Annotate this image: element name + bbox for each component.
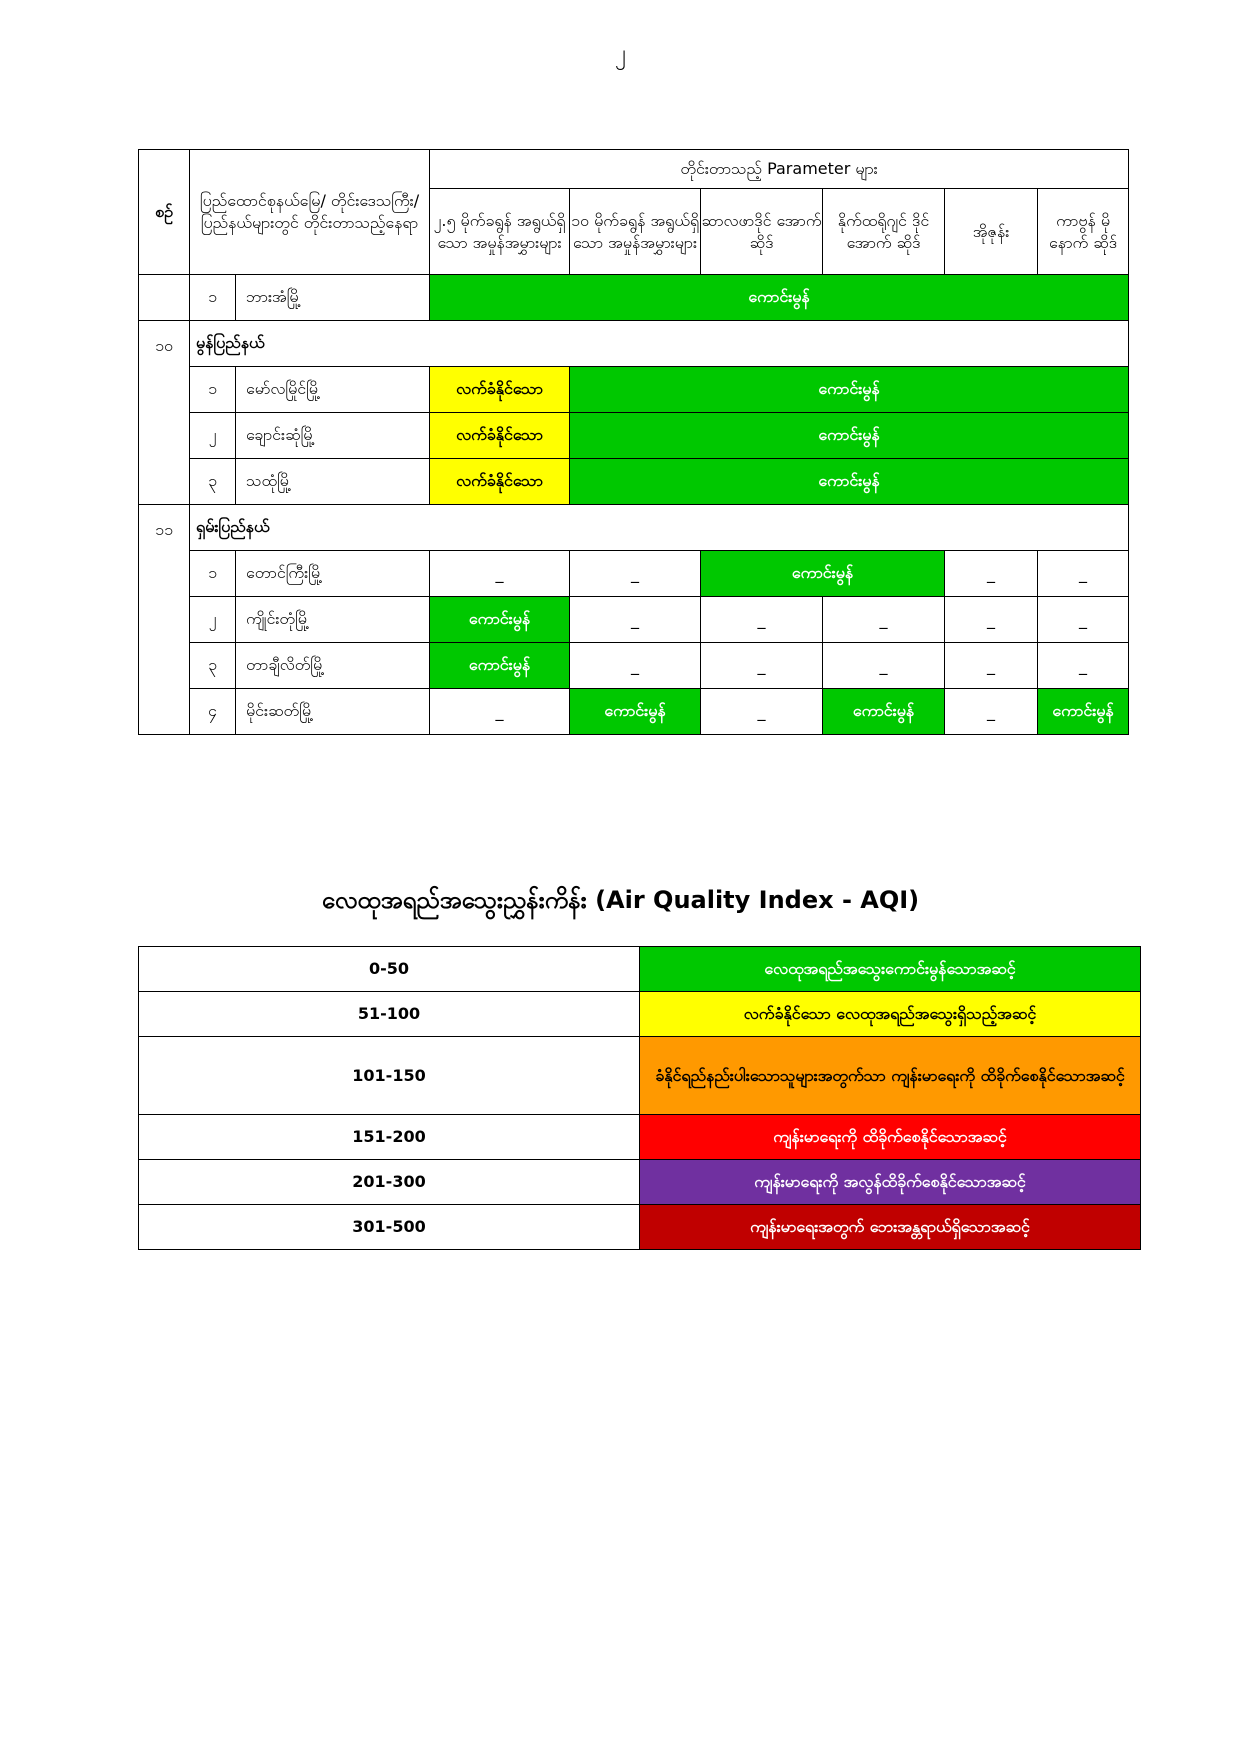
no-data: _	[1038, 643, 1129, 689]
status-good: ကောင်းမွန်	[1038, 689, 1129, 735]
header-so2: ဆာလဖာဒိုင် အောက်ဆိုဒ်	[701, 189, 823, 275]
row-city: သထုံမြို့	[236, 459, 430, 505]
status-good: ကောင်းမွန်	[430, 643, 570, 689]
row-serial-empty	[139, 275, 190, 321]
no-data: _	[430, 551, 570, 597]
status-acceptable: လက်ခံနိုင်သော	[430, 367, 570, 413]
no-data: _	[945, 643, 1038, 689]
status-good: ကောင်းမွန်	[570, 459, 1129, 505]
status-good: ကောင်းမွန်	[570, 367, 1129, 413]
aqi-range: 101-150	[139, 1037, 640, 1115]
no-data: _	[1038, 597, 1129, 643]
aqi-range: 201-300	[139, 1160, 640, 1205]
header-location: ပြည်ထောင်စုနယ်မြေ/ တိုင်းဒေသကြီး/ ပြည်နယ်များတွင် တိုင်းတာသည့်နေရာ	[190, 150, 430, 275]
no-data: _	[570, 597, 701, 643]
aqi-range: 151-200	[139, 1115, 640, 1160]
row-city: တာချီလိတ်မြို့	[236, 643, 430, 689]
no-data: _	[945, 689, 1038, 735]
header-pm10: ၁၀ မိုက်ခရွန် အရွယ်ရှိသော အမှုန်အမွှားများ	[570, 189, 701, 275]
no-data: _	[1038, 551, 1129, 597]
header-pm25: ၂.၅ မိုက်ခရွန် အရွယ်ရှိသော အမှုန်အမွှားများ	[430, 189, 570, 275]
region-name: ရှမ်းပြည်နယ်	[190, 505, 1129, 551]
aqi-category: လက်ခံနိုင်သော လေထုအရည်အသွေးရှိသည့်အဆင့်	[640, 992, 1141, 1037]
status-good: ကောင်းမွန်	[430, 597, 570, 643]
aqi-range: 51-100	[139, 992, 640, 1037]
no-data: _	[823, 597, 945, 643]
aqi-range: 301-500	[139, 1205, 640, 1250]
aqi-range: 0-50	[139, 947, 640, 992]
row-no: ၁	[190, 367, 236, 413]
no-data: _	[701, 597, 823, 643]
row-city: မော်လမြိုင်မြို့	[236, 367, 430, 413]
aqi-legend-table	[138, 946, 1141, 1250]
row-city: ကျိုင်းတုံမြို့	[236, 597, 430, 643]
row-no: ၃	[190, 459, 236, 505]
no-data: _	[430, 689, 570, 735]
header-co: ကာဗွန် မိုနောက် ဆိုဒ်	[1038, 189, 1129, 275]
page-number: ၂	[615, 41, 626, 66]
row-no: ၁	[190, 551, 236, 597]
row-city: မိုင်းဆတ်မြို့	[236, 689, 430, 735]
row-no: ၁	[190, 275, 236, 321]
region-serial: ၁၁	[139, 505, 190, 735]
row-city: ချောင်းဆုံမြို့	[236, 413, 430, 459]
no-data: _	[823, 643, 945, 689]
no-data: _	[701, 643, 823, 689]
no-data: _	[945, 551, 1038, 597]
status-acceptable: လက်ခံနိုင်သော	[430, 459, 570, 505]
row-city: တောင်ကြီးမြို့	[236, 551, 430, 597]
row-city: ဘားအံမြို့	[236, 275, 430, 321]
header-no2: နိုက်ထရိုဂျင် ဒိုင်အောက် ဆိုဒ်	[823, 189, 945, 275]
no-data: _	[570, 643, 701, 689]
no-data: _	[701, 689, 823, 735]
aqi-category: ခံနိုင်ရည်နည်းပါးသောသူများအတွက်သာ ကျန်းမာရေးကို ထိခိုက်စေနိုင်သောအဆင့်	[640, 1037, 1141, 1115]
region-name: မွန်ပြည်နယ်	[190, 321, 1129, 367]
no-data: _	[945, 597, 1038, 643]
status-acceptable: လက်ခံနိုင်သော	[430, 413, 570, 459]
row-no: ၄	[190, 689, 236, 735]
no-data: _	[570, 551, 701, 597]
status-good: ကောင်းမွန်	[570, 413, 1129, 459]
aqi-category: ကျန်းမာရေးကို ထိခိုက်စေနိုင်သောအဆင့်	[640, 1115, 1141, 1160]
status-good: ကောင်းမွန်	[701, 551, 945, 597]
row-no: ၂	[190, 597, 236, 643]
header-ozone: အိုဇုန်း	[945, 189, 1038, 275]
air-quality-table	[138, 149, 1129, 735]
region-serial: ၁၀	[139, 321, 190, 505]
row-no: ၂	[190, 413, 236, 459]
header-serial: စဉ်	[139, 150, 190, 275]
status-good: ကောင်းမွန်	[570, 689, 701, 735]
aqi-title: လေထုအရည်အသွေးညွှန်းကိန်း (Air Quality Index - AQI)	[321, 886, 920, 914]
aqi-category: ကျန်းမာရေးကို အလွန်ထိခိုက်စေနိုင်သောအဆင့်	[640, 1160, 1141, 1205]
aqi-category: လေထုအရည်အသွေးကောင်းမွန်သောအဆင့်	[640, 947, 1141, 992]
row-no: ၃	[190, 643, 236, 689]
aqi-category: ကျန်းမာရေးအတွက် ဘေးအန္တရာယ်ရှိသောအဆင့်	[640, 1205, 1141, 1250]
status-good: ကောင်းမွန်	[823, 689, 945, 735]
status-good: ကောင်းမွန်	[430, 275, 1129, 321]
header-parameters: တိုင်းတာသည့် Parameter များ	[430, 150, 1129, 189]
